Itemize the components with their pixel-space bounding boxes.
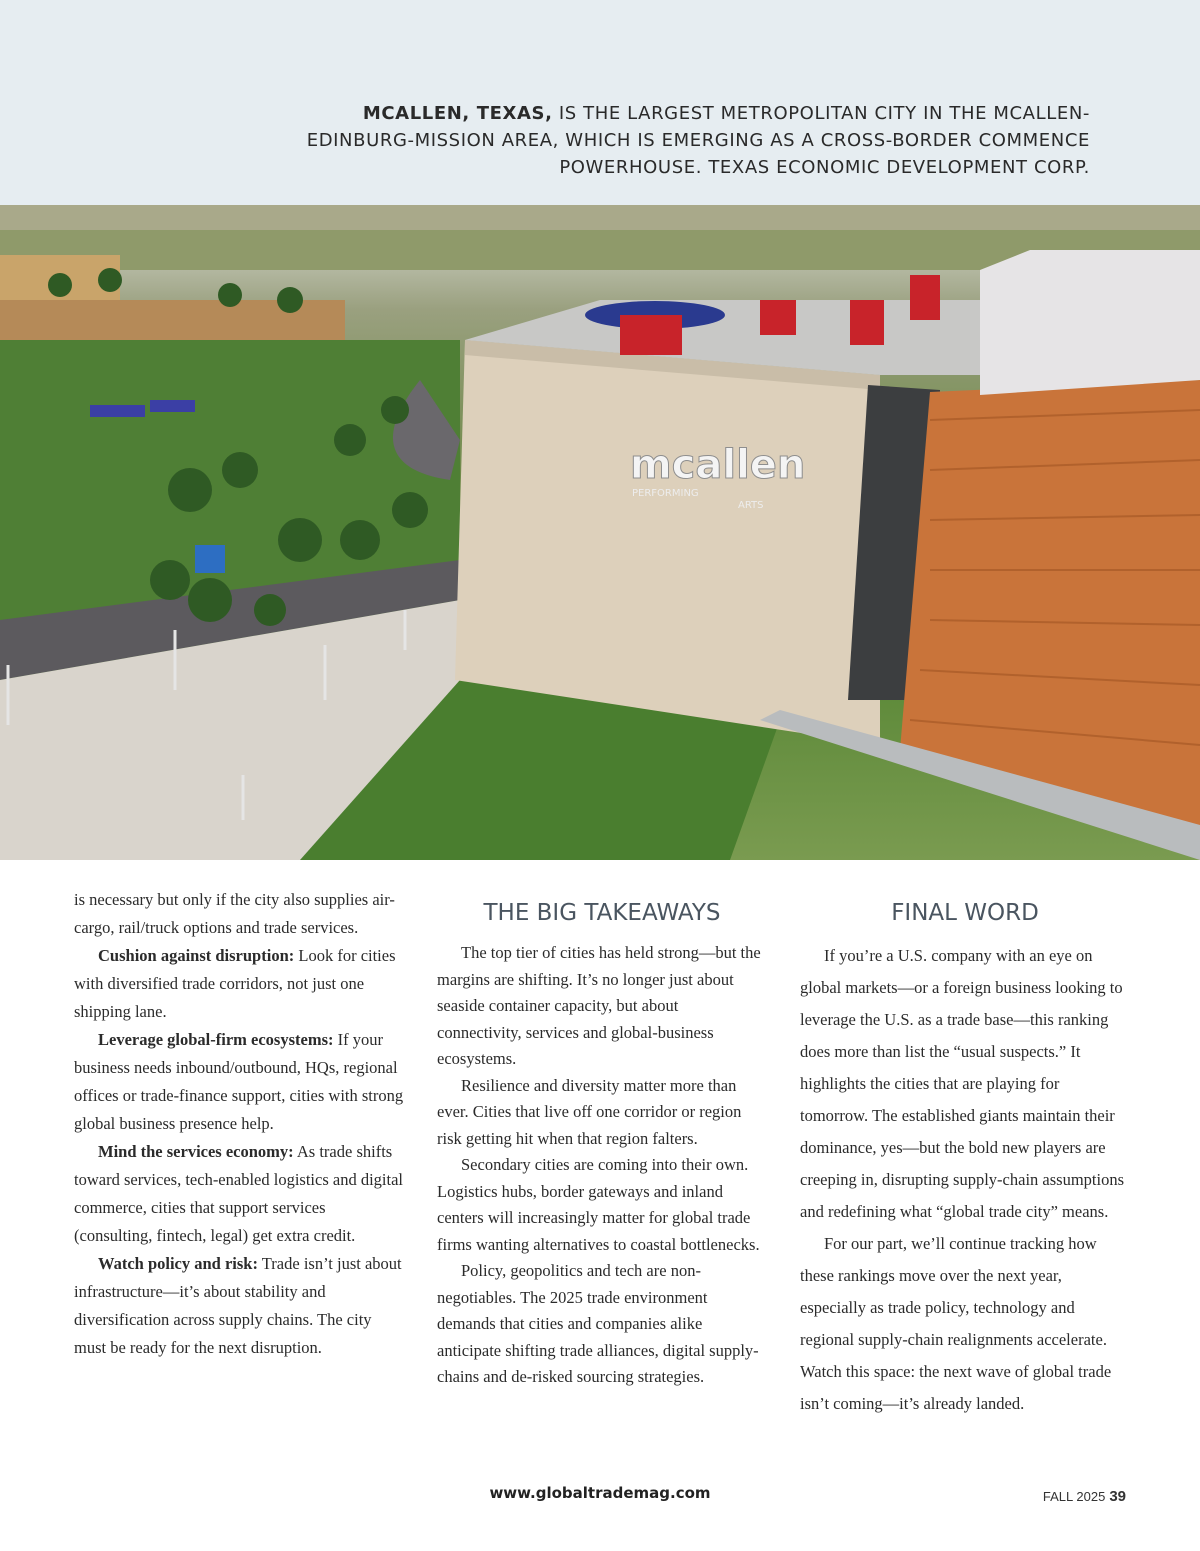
paragraph-lead: Cushion against disruption: <box>98 946 295 965</box>
paragraph <box>74 942 404 1026</box>
paragraph: Policy, geopolitics and tech are non-negotiables. The 2025 trade environment demands that cities and companies alike anticipate shifting trade alliances, digital supply-chains and de-risked sourcing strategies. <box>437 1261 759 1386</box>
paragraph <box>74 1138 404 1250</box>
building-sign-left: PERFORMING <box>632 488 699 499</box>
paragraph: Secondary cities are coming into their own. Logistics hubs, border gateways and inland centers will increasingly matter for global trade firms wanting alternatives to coastal bottlenecks. <box>437 1155 760 1254</box>
page-folio <box>1043 1488 1126 1505</box>
section-heading-takeaways: THE BIG TAKEAWAYS <box>483 900 721 926</box>
caption-text: IS THE LARGEST METROPOLITAN CITY IN THE MCALLEN-EDINBURG-MISSION AREA, WHICH IS EMERGING AS A CROSS-BORDER COMMENCE POWERHOUSE. TEXAS ECONOMIC DEVELOPMENT CORP. <box>306 103 1090 178</box>
issue-label: FALL 2025 <box>1042 1489 1106 1504</box>
column-right <box>800 896 1130 1420</box>
photo-caption <box>270 100 1090 181</box>
page-number: 39 <box>1109 1488 1126 1505</box>
footer-url[interactable]: www.globaltrademag.com <box>489 1484 711 1502</box>
paragraph: Resilience and diversity matter more than ever. Cities that live off one corridor or region risk getting hit when that region falters. <box>437 1075 742 1148</box>
paragraph-lead: Leverage global-firm ecosystems: <box>98 1030 334 1049</box>
paragraph <box>74 1250 404 1362</box>
paragraph-text: Trade isn’t just about infrastructure—it’s about stability and diversification across supply chains. The city must be ready for the next disruption. <box>74 1254 402 1357</box>
building-sign-right: ARTS <box>738 500 764 511</box>
paragraph: If you’re a U.S. company with an eye on global markets—or a foreign business looking to leverage the U.S. as a trade base—this ranking does more than list the “usual suspects.” It highlights the cities that are playing for tomorrow. The established giants maintain their dominance, yes—but the bold new players are creeping in, disrupting supply-chain assumptions and redefining what “global trade city” means. <box>800 946 1124 1221</box>
paragraph: For our part, we’ll continue tracking how these rankings move over the next year, especially as trade policy, technology and regional supply-chain realignments accelerate. Watch this space: the next wave of global trade isn’t coming—it’s already landed. <box>800 1234 1112 1413</box>
paragraph-lead: Watch policy and risk: <box>98 1254 258 1273</box>
paragraph-text: Look for cities with diversified trade corridors, not just one shipping lane. <box>74 946 396 1021</box>
column-middle <box>437 896 767 1391</box>
caption-bold: MCALLEN, TEXAS, <box>362 103 553 124</box>
paragraph-text: As trade shifts toward services, tech-enabled logistics and digital commerce, cities that support services (consulting, fintech, legal) get extra credit. <box>74 1142 403 1245</box>
paragraph-text: If your business needs inbound/outbound, HQs, regional offices or trade-finance support, cities with strong global business presence help. <box>74 1030 404 1133</box>
paragraph: is necessary but only if the city also supplies air-cargo, rail/truck options and trade services. <box>74 890 395 937</box>
paragraph-lead: Mind the services economy: <box>98 1142 294 1161</box>
section-heading-final-word: FINAL WORD <box>891 900 1039 926</box>
paragraph: The top tier of cities has held strong—but the margins are shifting. It’s no longer just about seaside container capacity, but about connectivity, services and global-business ecosystems. <box>437 943 761 1068</box>
building-sign: mcallen <box>630 442 806 488</box>
paragraph <box>74 1026 404 1138</box>
column-left <box>74 886 404 1362</box>
